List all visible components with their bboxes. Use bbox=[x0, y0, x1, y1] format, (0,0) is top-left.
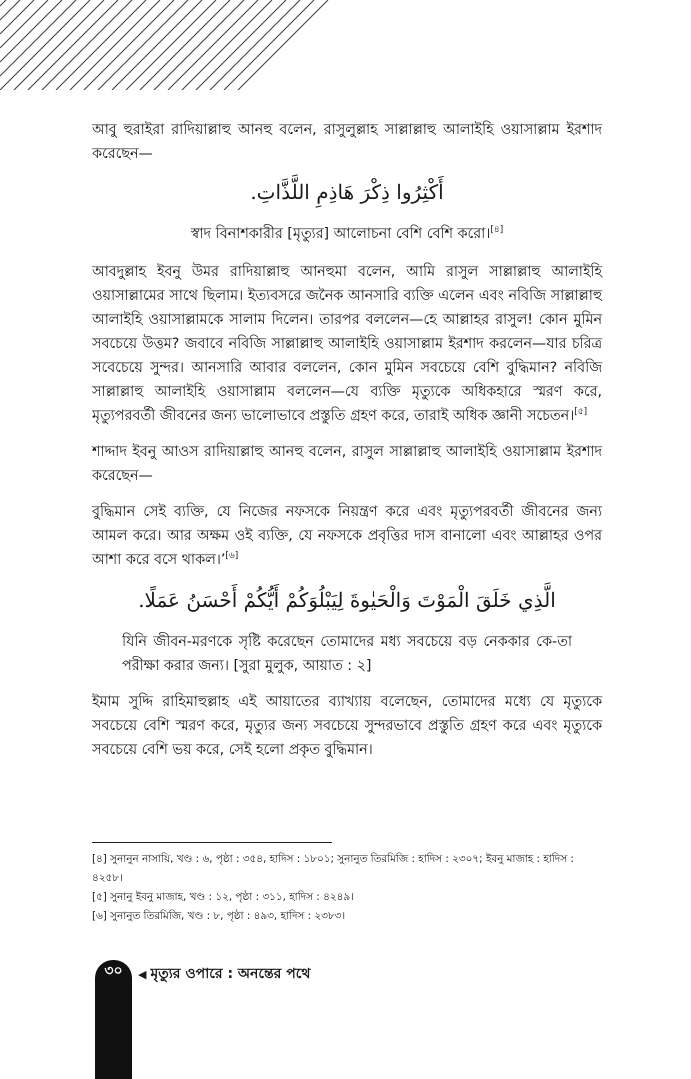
footnotes bbox=[92, 850, 604, 926]
paragraph-shaddad-ibn-aws: শাদ্দাদ ইবনু আওস রাদিয়াল্লাহু আনহু বলেন, রাসুল সাল্লাল্লাহু আলাইহি ওয়াসাল্লাম ইরশাদ করেছেন— bbox=[92, 444, 602, 484]
arrow-left-icon: ◀ bbox=[138, 968, 147, 981]
footnote-ref-5[interactable]: [৫] bbox=[574, 407, 588, 418]
paragraph-imam-suddi: ইমাম সুদ্দি রাহিমাহুল্লাহ এই আয়াতের ব্যাখ্যায় বলেছেন, তোমাদের মধ্যে যে মৃত্যুকে সবচেয়ে বেশি স্মরণ করে, মৃত্যুর জন্য সবচেয়ে সুন্দরভাবে প্রস্তুতি গ্রহণ করে এবং মৃত্যুকে সবচেয়ে বেশি ভয় করে, সেই হলো প্রকৃত বুদ্ধিমান। bbox=[92, 694, 602, 758]
page-number: ৩০ bbox=[104, 963, 123, 979]
arabic-quran-verse: الَّذِي خَلَقَ الْمَوْتَ وَالْحَيٰوةَ لِيَبْلُوَكُمْ أَيُّكُمْ أَحْسَنُ عَمَلًا. bbox=[138, 588, 556, 612]
footnote-5: [৫] সুনানু ইবনু মাজাহ, খণ্ড : ১২, পৃষ্ঠা : ৩১১, হাদিস : ৪২৪৯। bbox=[92, 891, 354, 903]
page-body bbox=[92, 118, 602, 774]
footnote-6: [৬] সুনানুত তিরমিজি, খণ্ড : ৮, পৃষ্ঠা : ৪৯৩, হাদিস : ২৩৮৩। bbox=[92, 910, 346, 922]
paragraph-abu-hurairah: আবু হুরাইরা রাদিয়াল্লাহু আনহু বলেন, রাসুলুল্লাহ সাল্লাল্লাহু আলাইহি ওয়াসাল্লাম ইরশাদ করেছেন— bbox=[92, 122, 602, 162]
translation-2: যিনি জীবন-মরণকে সৃষ্টি করেছেন তোমাদের মধ্য সবচেয়ে বড় নেককার কে-তা পরীক্ষা করার জন্য। [সুরা মুলুক, আয়াত : ২] bbox=[122, 634, 572, 674]
running-footer bbox=[138, 962, 310, 986]
paragraph-abdullah-ibn-umar: আবদুল্লাহ ইবনু উমর রাদিয়াল্লাহু আনহুমা বলেন, আমি রাসুল সাল্লাল্লাহু আলাইহি ওয়াসাল্লামের সাথে ছিলাম। ইত্যবসরে জনৈক আনসারি ব্যক্তি এলেন এবং নবিজি সাল্লাল্লাহু আলাইহি ওয়াসাল্লামকে সালাম দিলেন। তারপর বললেন—হে আল্লাহর রাসুল! কোন মুমিন সবচেয়ে উত্তম? জবাবে নবিজি সাল্লাল্লাহু আলাইহি ওয়াসাল্লাম ইরশাদ করলেন—যার চরিত্র সবেচেয়ে সুন্দর। আনসারি আবার বললেন, কোন মুমিন সবচেয়ে বেশি বুদ্ধিমান? নবিজি সাল্লাল্লাহু আলাইহি ওয়াসাল্লাম বললেন—যে ব্যক্তি মৃত্যুকে অধিকহারে স্মরণ করে, মৃত্যুপরবর্তী জীবনের জন্য ভালোভাবে প্রস্তুতি গ্রহণ করে, তারাই অধিক জ্ঞানী সচেতন।[৫] bbox=[92, 264, 602, 424]
translation-1: স্বাদ বিনাশকারীর [মৃত্যুর] আলোচনা বেশি বেশি করো।[৪] bbox=[190, 225, 504, 242]
footnote-ref-4[interactable]: [৪] bbox=[490, 225, 504, 236]
paragraph-wise-person: বুদ্ধিমান সেই ব্যক্তি, যে নিজের নফসকে নিয়ন্ত্রণ করে এবং মৃত্যুপরবর্তী জীবনের জন্য আমল করে। আর অক্ষম ওই ব্যক্তি, যে নফসকে প্রবৃত্তির দাস বানালো এবং আল্লাহর ওপর আশা করে বসে থাকল।’[৬] bbox=[92, 504, 602, 568]
footnote-ref-6[interactable]: [৬] bbox=[225, 551, 239, 562]
footnote-4: [৪] সুনানুন নাসায়ি, খণ্ড : ৬, পৃষ্ঠা : ৩৫৪, হাদিস : ১৮০১; সুনানুত তিরমিজি : হাদিস : ২৩০৭; ইবনু মাজাহ : হাদিস : ৪২৫৮। bbox=[92, 853, 574, 884]
footnote-divider bbox=[92, 842, 332, 843]
arabic-hadith-1: أَكْثِرُوا ذِكْرَ هَاذِمِ اللَّذَّاتِ. bbox=[250, 180, 444, 204]
corner-stripe-pattern bbox=[0, 0, 330, 90]
chapter-title: মৃত্যুর ওপারে : অনন্তের পথে bbox=[150, 966, 311, 982]
